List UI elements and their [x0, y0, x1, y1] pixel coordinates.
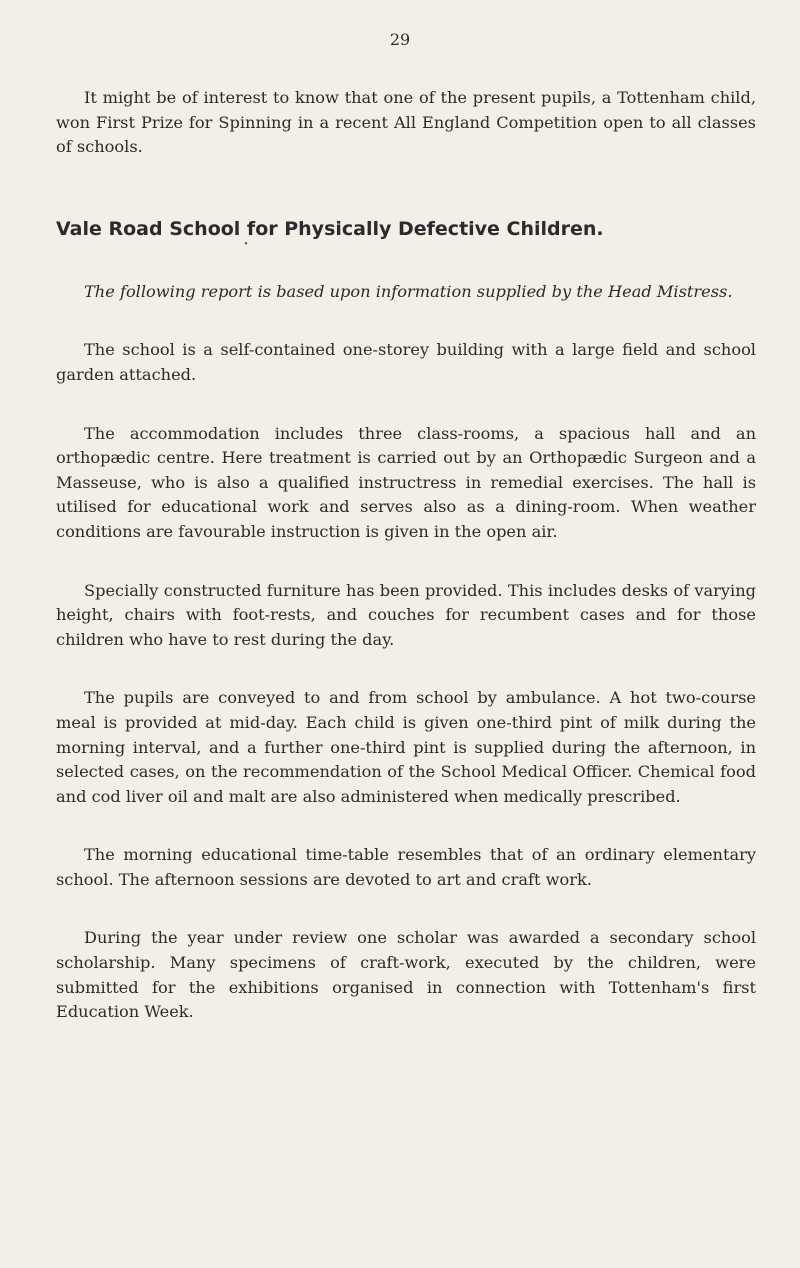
paragraph-scholarship: During the year under review one scholar was awarded a secondary school scholarship. Many specimens of craft-work, executed by the children, were submitted for the exhibitions organised in connection with Tottenham's first Education Week. [56, 928, 756, 1022]
paragraph-timetable: The morning educational time-table resembles that of an ordinary elementary school. The afternoon sessions are devoted to art and craft work. [56, 845, 756, 889]
paragraph-building: The school is a self-contained one-storey building with a large field and school garden attached. [56, 340, 756, 384]
paragraph-accommodation: The accommodation includes three class-rooms, a spacious hall and an orthopædic centre. Here treatment is carried out by an Orthopædic Surgeon and a Masseuse, who is also a qualified instructress in remedial exercises. The hall is utilised for educational work and serves also as a dining-room. When weather conditions are favourable instruction is given in the open air. [56, 423, 756, 541]
paragraph-meals-transport: The pupils are conveyed to and from school by ambulance. A hot two-course meal is provided at mid-day. Each child is given one-third pint of milk during the morning interval, and a further one-third pint is supplied during the afternoon, in selected cases, on the recommendation of the School Medical Officer. Chemical food and cod liver oil and malt are also administered when medically prescribed. [56, 688, 756, 806]
heading-dot-ornament: • [244, 238, 248, 250]
page-number: 29 [389, 30, 411, 49]
intro-paragraph: It might be of interest to know that one of the present pupils, a Tottenham child, won First Prize for Spinning in a recent All England Competition open to all classes of schools. [56, 88, 756, 157]
paragraph-furniture: Specially constructed furniture has been provided. This includes desks of varying height, chairs with foot-rests, and couches for recumbent cases and for those children who have to rest during the day. [56, 580, 756, 649]
page-content [56, 86, 756, 1025]
source-note: The following report is based upon information supplied by the Head Mistress. [84, 281, 733, 301]
section-heading: Vale Road School for Physically Defective Children. [56, 217, 604, 240]
